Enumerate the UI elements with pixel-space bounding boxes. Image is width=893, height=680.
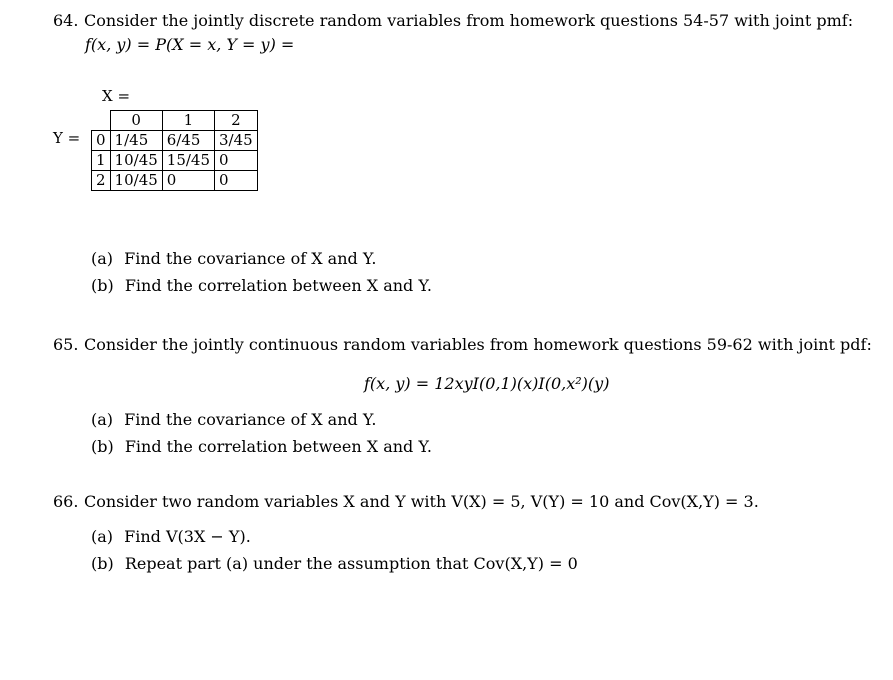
pmf-row bbox=[92, 151, 258, 171]
pmf-cell: 1/45 bbox=[110, 131, 162, 151]
x-value: 2 bbox=[215, 111, 258, 131]
part-text: Find the correlation between X and Y. bbox=[124, 276, 432, 295]
pmf-cell: 0 bbox=[215, 151, 258, 171]
q64-formula: f(x, y) = P(X = x, Y = y) = bbox=[85, 35, 295, 54]
part-text: Find the correlation between X and Y. bbox=[124, 437, 432, 456]
q65-number: 65. bbox=[53, 335, 79, 354]
pmf-cell: 0 bbox=[215, 171, 258, 191]
q66-text: Consider two random variables X and Y with V(X) = 5, V(Y) = 10 and Cov(X,Y) = 3. bbox=[84, 492, 759, 511]
part-label: (b) bbox=[91, 276, 114, 295]
part-text: Find V(3X − Y). bbox=[124, 527, 251, 546]
part-text: Find the covariance of X and Y. bbox=[124, 410, 377, 429]
q65-part-a bbox=[91, 412, 376, 428]
part-text: Repeat part (a) under the assumption that Cov(X,Y) = 0 bbox=[124, 554, 578, 573]
pmf-cell: 6/45 bbox=[162, 131, 214, 151]
pmf-cell: 10/45 bbox=[110, 171, 162, 191]
q66-part-a bbox=[91, 529, 251, 545]
part-label: (b) bbox=[91, 437, 114, 456]
y-value: 0 bbox=[92, 131, 111, 151]
q64-text: Consider the jointly discrete random variables from homework questions 54-57 with joint pmf: bbox=[84, 11, 854, 30]
q66-part-b bbox=[91, 556, 578, 572]
pmf-table bbox=[91, 110, 258, 191]
part-label: (b) bbox=[91, 554, 114, 573]
x-label: X = bbox=[102, 87, 131, 105]
q64-number: 64. bbox=[53, 11, 79, 30]
y-label: Y = bbox=[53, 129, 81, 147]
q64-part-a bbox=[91, 251, 376, 267]
q66-number: 66. bbox=[53, 492, 79, 511]
q65-part-b bbox=[91, 439, 432, 455]
x-value: 0 bbox=[110, 111, 162, 131]
pmf-cell: 3/45 bbox=[215, 131, 258, 151]
part-label: (a) bbox=[91, 249, 114, 268]
x-value: 1 bbox=[162, 111, 214, 131]
pmf-header-row bbox=[92, 111, 258, 131]
y-value: 1 bbox=[92, 151, 111, 171]
part-label: (a) bbox=[91, 527, 114, 546]
pmf-row bbox=[92, 131, 258, 151]
pmf-cell: 15/45 bbox=[162, 151, 214, 171]
q65-formula: f(x, y) = 12xyI(0,1)(x)I(0,x²)(y) bbox=[364, 374, 610, 393]
y-value: 2 bbox=[92, 171, 111, 191]
part-label: (a) bbox=[91, 410, 114, 429]
pmf-cell: 0 bbox=[162, 171, 214, 191]
pmf-row bbox=[92, 171, 258, 191]
pmf-cell: 10/45 bbox=[110, 151, 162, 171]
part-text: Find the covariance of X and Y. bbox=[124, 249, 377, 268]
q64-part-b bbox=[91, 278, 432, 294]
q65-text: Consider the jointly continuous random variables from homework questions 59-62 with joint pdf: bbox=[84, 335, 872, 354]
